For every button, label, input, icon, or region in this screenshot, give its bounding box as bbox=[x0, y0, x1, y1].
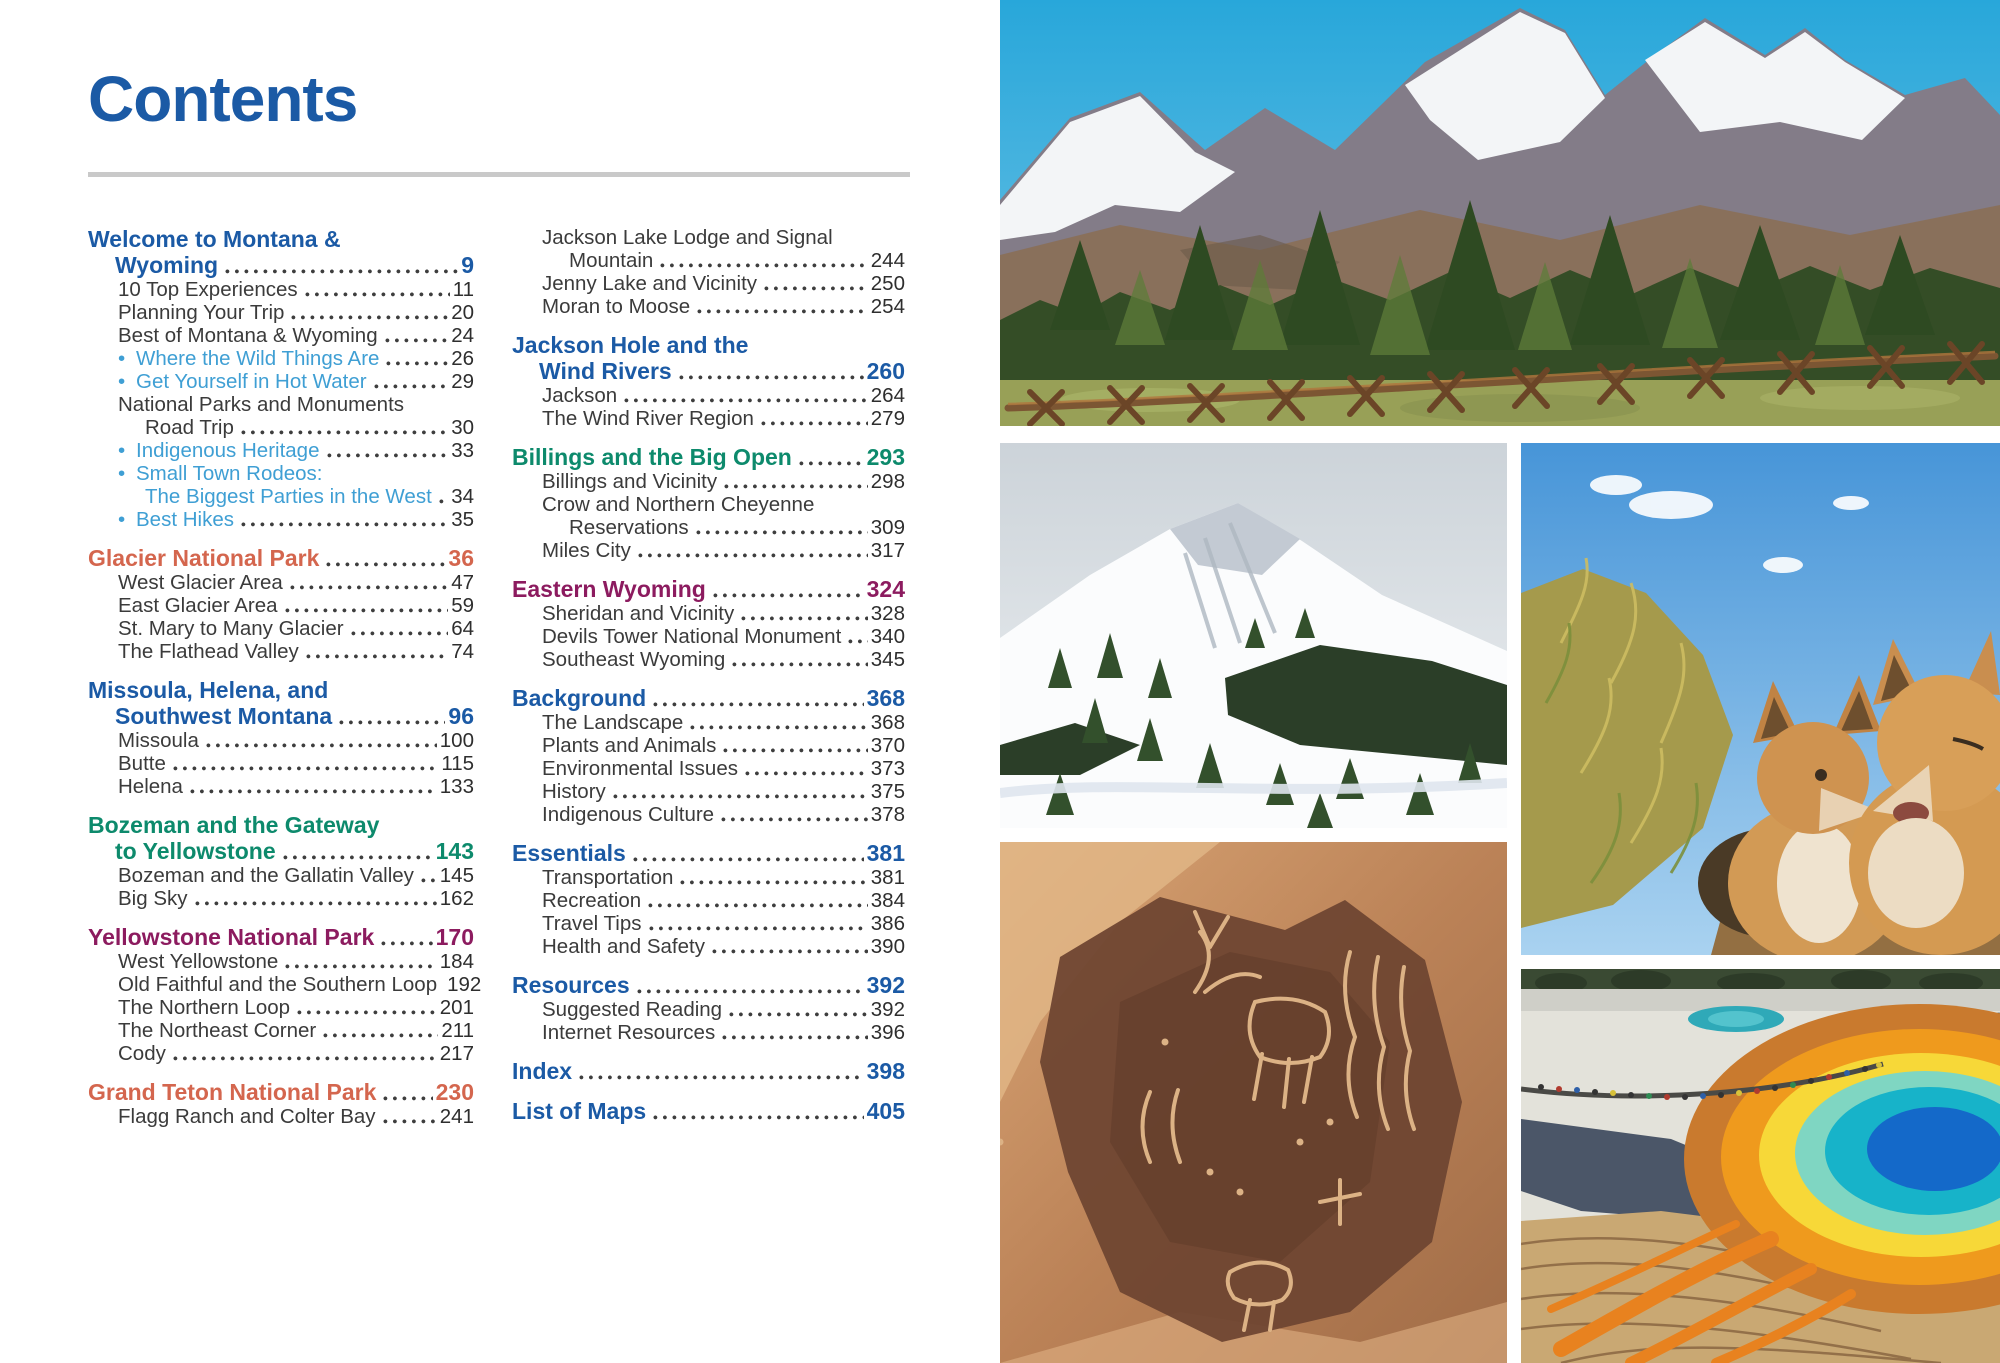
toc-chapter-label: Background bbox=[512, 685, 647, 711]
section-gap bbox=[512, 562, 905, 576]
dot-leader bbox=[195, 901, 437, 906]
dot-leader bbox=[374, 384, 449, 389]
toc-page-number: 384 bbox=[870, 889, 905, 912]
toc-item-label: Small Town Rodeos: bbox=[136, 462, 323, 485]
toc-chapter-label: Missoula, Helena, and bbox=[88, 677, 329, 703]
toc-page-number: 250 bbox=[870, 272, 905, 295]
dot-leader bbox=[283, 855, 433, 860]
toc-chapter-label: Bozeman and the Gateway bbox=[88, 812, 380, 838]
toc-chapter-label: to Yellowstone bbox=[115, 838, 276, 864]
toc-item-label: Devils Tower National Monument bbox=[542, 625, 842, 648]
toc-item-row bbox=[88, 278, 474, 301]
toc-chapter-row bbox=[88, 1079, 474, 1105]
toc-item-row bbox=[88, 752, 474, 775]
toc-item-label: Bozeman and the Gallatin Valley bbox=[118, 864, 414, 887]
toc-item-row bbox=[512, 757, 905, 780]
toc-item-row bbox=[512, 384, 905, 407]
toc-item-row bbox=[512, 539, 905, 562]
toc-page-number: 192 bbox=[447, 973, 482, 996]
toc-item-row bbox=[512, 889, 905, 912]
toc-item-label: Missoula bbox=[118, 729, 199, 752]
toc-chapter-label: Eastern Wyoming bbox=[512, 576, 706, 602]
toc-page-number: 59 bbox=[451, 594, 474, 617]
toc-item-label: The Landscape bbox=[542, 711, 684, 734]
toc-chapter-row bbox=[512, 685, 905, 711]
toc-item-row bbox=[512, 295, 905, 318]
toc-item-label: The Flathead Valley bbox=[118, 640, 299, 663]
dot-leader bbox=[638, 553, 868, 558]
toc-item-row bbox=[88, 393, 474, 416]
toc-item-label: Suggested Reading bbox=[542, 998, 723, 1021]
toc-item-label: Indigenous Heritage bbox=[136, 439, 320, 462]
dot-leader bbox=[761, 421, 868, 426]
toc-page-number: 309 bbox=[870, 516, 905, 539]
dot-leader bbox=[351, 631, 449, 636]
dot-leader bbox=[241, 430, 448, 435]
toc-page-number: 368 bbox=[870, 711, 905, 734]
toc-chapter-label: Wind Rivers bbox=[539, 358, 672, 384]
toc-chapter-row bbox=[88, 226, 474, 252]
toc-item-label: Southeast Wyoming bbox=[542, 648, 726, 671]
toc-page-number: 405 bbox=[866, 1098, 905, 1124]
toc-chapter-label: Glacier National Park bbox=[88, 545, 320, 571]
section-gap bbox=[88, 910, 474, 924]
toc-page-number: 340 bbox=[870, 625, 905, 648]
dot-leader bbox=[637, 989, 864, 994]
toc-page-number: 133 bbox=[439, 775, 474, 798]
toc-item-label: Butte bbox=[118, 752, 166, 775]
toc-page-number: 264 bbox=[870, 384, 905, 407]
toc-page-number: 145 bbox=[439, 864, 474, 887]
toc-item-row bbox=[512, 998, 905, 1021]
toc-item-row bbox=[512, 470, 905, 493]
toc-chapter-label: Index bbox=[512, 1058, 573, 1084]
dot-leader bbox=[241, 522, 448, 527]
toc-item-row bbox=[88, 462, 474, 485]
toc-item-label: Billings and Vicinity bbox=[542, 470, 718, 493]
dot-leader bbox=[660, 263, 867, 268]
title-rule bbox=[88, 172, 910, 177]
dot-leader bbox=[679, 375, 864, 380]
toc-column-2 bbox=[512, 226, 905, 1124]
toc-chapter-label: Wyoming bbox=[115, 252, 219, 278]
toc-item-row bbox=[512, 866, 905, 889]
toc-item-row bbox=[88, 594, 474, 617]
toc-page-number: 20 bbox=[451, 301, 474, 324]
dot-leader bbox=[729, 1012, 868, 1017]
toc-item-label: Environmental Issues bbox=[542, 757, 738, 780]
toc-item-label: West Yellowstone bbox=[118, 950, 279, 973]
dot-leader bbox=[653, 702, 863, 707]
toc-page-number: 328 bbox=[870, 602, 905, 625]
toc-page-number: 241 bbox=[439, 1105, 474, 1128]
toc-page-number: 36 bbox=[448, 545, 474, 571]
toc-item-row bbox=[88, 617, 474, 640]
toc-item-label: Jackson Lake Lodge and Signal bbox=[542, 226, 833, 249]
dot-leader bbox=[383, 1096, 432, 1101]
toc-chapter-row bbox=[512, 576, 905, 602]
toc-item-label: Road Trip bbox=[145, 416, 234, 439]
toc-page-number: 324 bbox=[866, 576, 905, 602]
dot-leader bbox=[579, 1075, 864, 1080]
toc-item-row bbox=[88, 1019, 474, 1042]
toc-item-label: East Glacier Area bbox=[118, 594, 278, 617]
dot-leader bbox=[385, 338, 449, 343]
toc-page-number: 373 bbox=[870, 757, 905, 780]
toc-item-label: The Wind River Region bbox=[542, 407, 754, 430]
toc-item-row bbox=[512, 935, 905, 958]
dot-leader bbox=[190, 789, 437, 794]
toc-item-label: Jenny Lake and Vicinity bbox=[542, 272, 758, 295]
toc-item-label: The Northeast Corner bbox=[118, 1019, 317, 1042]
dot-leader bbox=[386, 361, 448, 366]
toc-item-row bbox=[512, 1021, 905, 1044]
toc-page-number: 293 bbox=[866, 444, 905, 470]
toc-item-label: Helena bbox=[118, 775, 183, 798]
toc-page-number: 279 bbox=[870, 407, 905, 430]
toc-page-number: 35 bbox=[451, 508, 474, 531]
toc-item-label: National Parks and Monuments bbox=[118, 393, 405, 416]
dot-leader bbox=[848, 639, 867, 644]
toc-chapter-label: Welcome to Montana & bbox=[88, 226, 341, 252]
toc-item-row bbox=[512, 602, 905, 625]
toc-item-row bbox=[512, 625, 905, 648]
toc-page-number: 345 bbox=[870, 648, 905, 671]
toc-page-number: 396 bbox=[870, 1021, 905, 1044]
dot-leader bbox=[712, 949, 868, 954]
toc-page-number: 64 bbox=[451, 617, 474, 640]
bullet-icon: • bbox=[118, 508, 126, 531]
toc-page-number: 381 bbox=[870, 866, 905, 889]
dot-leader bbox=[723, 748, 867, 753]
dot-leader bbox=[724, 484, 868, 489]
dot-leader bbox=[326, 562, 445, 567]
toc-chapter-row bbox=[88, 252, 474, 278]
toc-chapter-row bbox=[88, 924, 474, 950]
toc-column-1 bbox=[88, 226, 482, 1128]
toc-item-row bbox=[512, 249, 905, 272]
toc-item-label: 10 Top Experiences bbox=[118, 278, 298, 301]
toc-chapter-label: List of Maps bbox=[512, 1098, 647, 1124]
toc-chapter-label: Southwest Montana bbox=[115, 703, 333, 729]
toc-item-label: Indigenous Culture bbox=[542, 803, 715, 826]
toc-page-number: 74 bbox=[451, 640, 474, 663]
toc-chapter-row bbox=[512, 840, 905, 866]
photo-snowy-mountain-slope bbox=[1000, 443, 1507, 828]
toc-page-number: 33 bbox=[451, 439, 474, 462]
dot-leader bbox=[383, 1119, 437, 1124]
dot-leader bbox=[439, 499, 448, 504]
dot-leader bbox=[713, 593, 864, 598]
toc-item-row bbox=[512, 272, 905, 295]
toc-item-row bbox=[512, 803, 905, 826]
toc-page-number: 11 bbox=[452, 278, 474, 301]
section-gap bbox=[88, 663, 474, 677]
toc-item-row bbox=[512, 226, 905, 249]
dot-leader bbox=[696, 530, 868, 535]
toc-item-label: The Northern Loop bbox=[118, 996, 291, 1019]
dot-leader bbox=[339, 720, 445, 725]
toc-chapter-row bbox=[88, 838, 474, 864]
toc-item-label: Cody bbox=[118, 1042, 166, 1065]
toc-page-number: 201 bbox=[439, 996, 474, 1019]
toc-item-label: Internet Resources bbox=[542, 1021, 716, 1044]
dot-leader bbox=[291, 315, 448, 320]
dot-leader bbox=[323, 1033, 438, 1038]
toc-page-number: 47 bbox=[451, 571, 474, 594]
toc-item-label: The Biggest Parties in the West bbox=[145, 485, 432, 508]
toc-chapter-label: Grand Teton National Park bbox=[88, 1079, 377, 1105]
dot-leader bbox=[285, 964, 436, 969]
section-gap bbox=[512, 826, 905, 840]
toc-item-row bbox=[88, 973, 482, 996]
toc-item-row bbox=[88, 301, 474, 324]
dot-leader bbox=[741, 616, 868, 621]
toc-page-number: 162 bbox=[439, 887, 474, 910]
dot-leader bbox=[653, 1115, 863, 1120]
toc-page-number: 29 bbox=[451, 370, 474, 393]
toc-item-label: Travel Tips bbox=[542, 912, 642, 935]
bullet-icon: • bbox=[118, 370, 126, 393]
dot-leader bbox=[173, 1056, 437, 1061]
toc-item-row bbox=[88, 950, 474, 973]
toc-item-row bbox=[88, 996, 474, 1019]
toc-item-row bbox=[88, 324, 474, 347]
toc-item-label: Planning Your Trip bbox=[118, 301, 285, 324]
toc-item-row bbox=[88, 370, 474, 393]
toc-page-number: 184 bbox=[439, 950, 474, 973]
dot-leader bbox=[764, 286, 868, 291]
section-gap bbox=[512, 958, 905, 972]
toc-item-row bbox=[512, 407, 905, 430]
dot-leader bbox=[722, 1035, 868, 1040]
toc-item-label: Moran to Moose bbox=[542, 295, 691, 318]
toc-page-number: 9 bbox=[461, 252, 474, 278]
toc-item-label: Sheridan and Vicinity bbox=[542, 602, 735, 625]
toc-item-row bbox=[512, 648, 905, 671]
toc-item-label: Old Faithful and the Southern Loop bbox=[118, 973, 438, 996]
toc-item-label: Best Hikes bbox=[136, 508, 234, 531]
toc-page-number: 244 bbox=[870, 249, 905, 272]
toc-item-label: Recreation bbox=[542, 889, 642, 912]
toc-item-row bbox=[512, 912, 905, 935]
section-gap bbox=[88, 1065, 474, 1079]
toc-item-row bbox=[512, 711, 905, 734]
dot-leader bbox=[745, 771, 868, 776]
photo-petroglyph-rock-art bbox=[1000, 842, 1507, 1363]
dot-leader bbox=[633, 857, 864, 862]
dot-leader bbox=[649, 926, 868, 931]
toc-item-row bbox=[512, 734, 905, 757]
toc-page-number: 392 bbox=[866, 972, 905, 998]
toc-item-row bbox=[88, 775, 474, 798]
toc-page-number: 386 bbox=[870, 912, 905, 935]
toc-chapter-row bbox=[512, 1058, 905, 1084]
toc-item-label: Get Yourself in Hot Water bbox=[136, 370, 367, 393]
section-gap bbox=[88, 531, 474, 545]
bullet-icon: • bbox=[118, 462, 126, 485]
section-gap bbox=[512, 1084, 905, 1098]
toc-item-row bbox=[88, 640, 474, 663]
toc-chapter-label: Billings and the Big Open bbox=[512, 444, 792, 470]
toc-chapter-label: Resources bbox=[512, 972, 630, 998]
toc-item-row bbox=[512, 780, 905, 803]
dot-leader bbox=[799, 461, 864, 466]
dot-leader bbox=[225, 269, 458, 274]
toc-chapter-label: Jackson Hole and the bbox=[512, 332, 749, 358]
toc-page-number: 115 bbox=[441, 752, 474, 775]
toc-chapter-label: Yellowstone National Park bbox=[88, 924, 375, 950]
section-gap bbox=[512, 1044, 905, 1058]
dot-leader bbox=[613, 794, 868, 799]
toc-page-number: 254 bbox=[870, 295, 905, 318]
toc-item-label: Mountain bbox=[569, 249, 654, 272]
bullet-icon: • bbox=[118, 347, 126, 370]
toc-item-row bbox=[88, 416, 474, 439]
toc-item-label: Jackson bbox=[542, 384, 618, 407]
toc-page-number: 378 bbox=[870, 803, 905, 826]
dot-leader bbox=[381, 941, 432, 946]
toc-page-number: 298 bbox=[870, 470, 905, 493]
dot-leader bbox=[305, 292, 450, 297]
toc-item-label: Reservations bbox=[569, 516, 689, 539]
toc-item-row bbox=[88, 485, 474, 508]
toc-item-label: Where the Wild Things Are bbox=[136, 347, 380, 370]
toc-page-number: 368 bbox=[866, 685, 905, 711]
toc-item-label: St. Mary to Many Glacier bbox=[118, 617, 344, 640]
toc-page-number: 260 bbox=[866, 358, 905, 384]
toc-page-number: 26 bbox=[451, 347, 474, 370]
toc-page-number: 317 bbox=[870, 539, 905, 562]
toc-chapter-row bbox=[512, 332, 905, 358]
dot-leader bbox=[297, 1010, 437, 1015]
toc-page-number: 96 bbox=[448, 703, 474, 729]
toc-chapter-row bbox=[512, 1098, 905, 1124]
dot-leader bbox=[697, 309, 868, 314]
toc-page-number: 390 bbox=[870, 935, 905, 958]
toc-item-label: Big Sky bbox=[118, 887, 188, 910]
dot-leader bbox=[173, 766, 438, 771]
dot-leader bbox=[206, 743, 437, 748]
toc-page-number: 100 bbox=[439, 729, 474, 752]
section-gap bbox=[512, 430, 905, 444]
toc-page-number: 24 bbox=[451, 324, 474, 347]
toc-page-number: 30 bbox=[451, 416, 474, 439]
toc-item-label: Best of Montana & Wyoming bbox=[118, 324, 378, 347]
page-title: Contents bbox=[88, 63, 358, 135]
toc-chapter-row bbox=[512, 358, 905, 384]
toc-chapter-row bbox=[88, 812, 474, 838]
toc-chapter-row bbox=[512, 972, 905, 998]
toc-item-label: Health and Safety bbox=[542, 935, 705, 958]
toc-page-number: 230 bbox=[435, 1079, 474, 1105]
toc-item-label: Flagg Ranch and Colter Bay bbox=[118, 1105, 376, 1128]
dot-leader bbox=[327, 453, 449, 458]
toc-page-number: 375 bbox=[870, 780, 905, 803]
toc-item-row bbox=[88, 439, 474, 462]
toc-item-row bbox=[88, 864, 474, 887]
dot-leader bbox=[624, 398, 868, 403]
toc-page-number: 370 bbox=[870, 734, 905, 757]
dot-leader bbox=[648, 903, 868, 908]
dot-leader bbox=[690, 725, 867, 730]
toc-item-label: West Glacier Area bbox=[118, 571, 283, 594]
toc-item-row bbox=[512, 516, 905, 539]
toc-page-number: 392 bbox=[870, 998, 905, 1021]
toc-item-label: Transportation bbox=[542, 866, 674, 889]
photo-red-fox-kits bbox=[1521, 443, 2000, 955]
toc-item-label: History bbox=[542, 780, 606, 803]
toc-page-number: 34 bbox=[451, 485, 474, 508]
toc-page-number: 143 bbox=[435, 838, 474, 864]
section-gap bbox=[88, 798, 474, 812]
toc-item-row bbox=[88, 508, 474, 531]
dot-leader bbox=[285, 608, 449, 613]
section-gap bbox=[512, 318, 905, 332]
dot-leader bbox=[721, 817, 868, 822]
toc-chapter-row bbox=[88, 545, 474, 571]
toc-chapter-row bbox=[88, 677, 474, 703]
toc-page-number: 398 bbox=[866, 1058, 905, 1084]
toc-item-label: Crow and Northern Cheyenne bbox=[542, 493, 815, 516]
toc-item-label: Plants and Animals bbox=[542, 734, 717, 757]
toc-chapter-label: Essentials bbox=[512, 840, 626, 866]
photo-grand-prismatic-spring bbox=[1521, 969, 2000, 1363]
toc-item-row bbox=[88, 1042, 474, 1065]
toc-item-row bbox=[88, 1105, 474, 1128]
toc-item-row bbox=[512, 493, 905, 516]
toc-item-row bbox=[88, 887, 474, 910]
toc-chapter-row bbox=[512, 444, 905, 470]
section-gap bbox=[512, 671, 905, 685]
toc-page-number: 217 bbox=[439, 1042, 474, 1065]
toc-chapter-row bbox=[88, 703, 474, 729]
toc-item-row bbox=[88, 729, 474, 752]
photo-mountain-peaks-and-fence bbox=[1000, 0, 2000, 426]
toc-item-row bbox=[88, 347, 474, 370]
dot-leader bbox=[421, 878, 437, 883]
dot-leader bbox=[306, 654, 448, 659]
toc-item-row bbox=[88, 571, 474, 594]
bullet-icon: • bbox=[118, 439, 126, 462]
dot-leader bbox=[732, 662, 868, 667]
toc-item-label: Miles City bbox=[542, 539, 631, 562]
dot-leader bbox=[680, 880, 867, 885]
toc-page-number: 211 bbox=[441, 1019, 474, 1042]
toc-page-number: 381 bbox=[866, 840, 905, 866]
toc-page-number: 170 bbox=[435, 924, 474, 950]
dot-leader bbox=[290, 585, 448, 590]
